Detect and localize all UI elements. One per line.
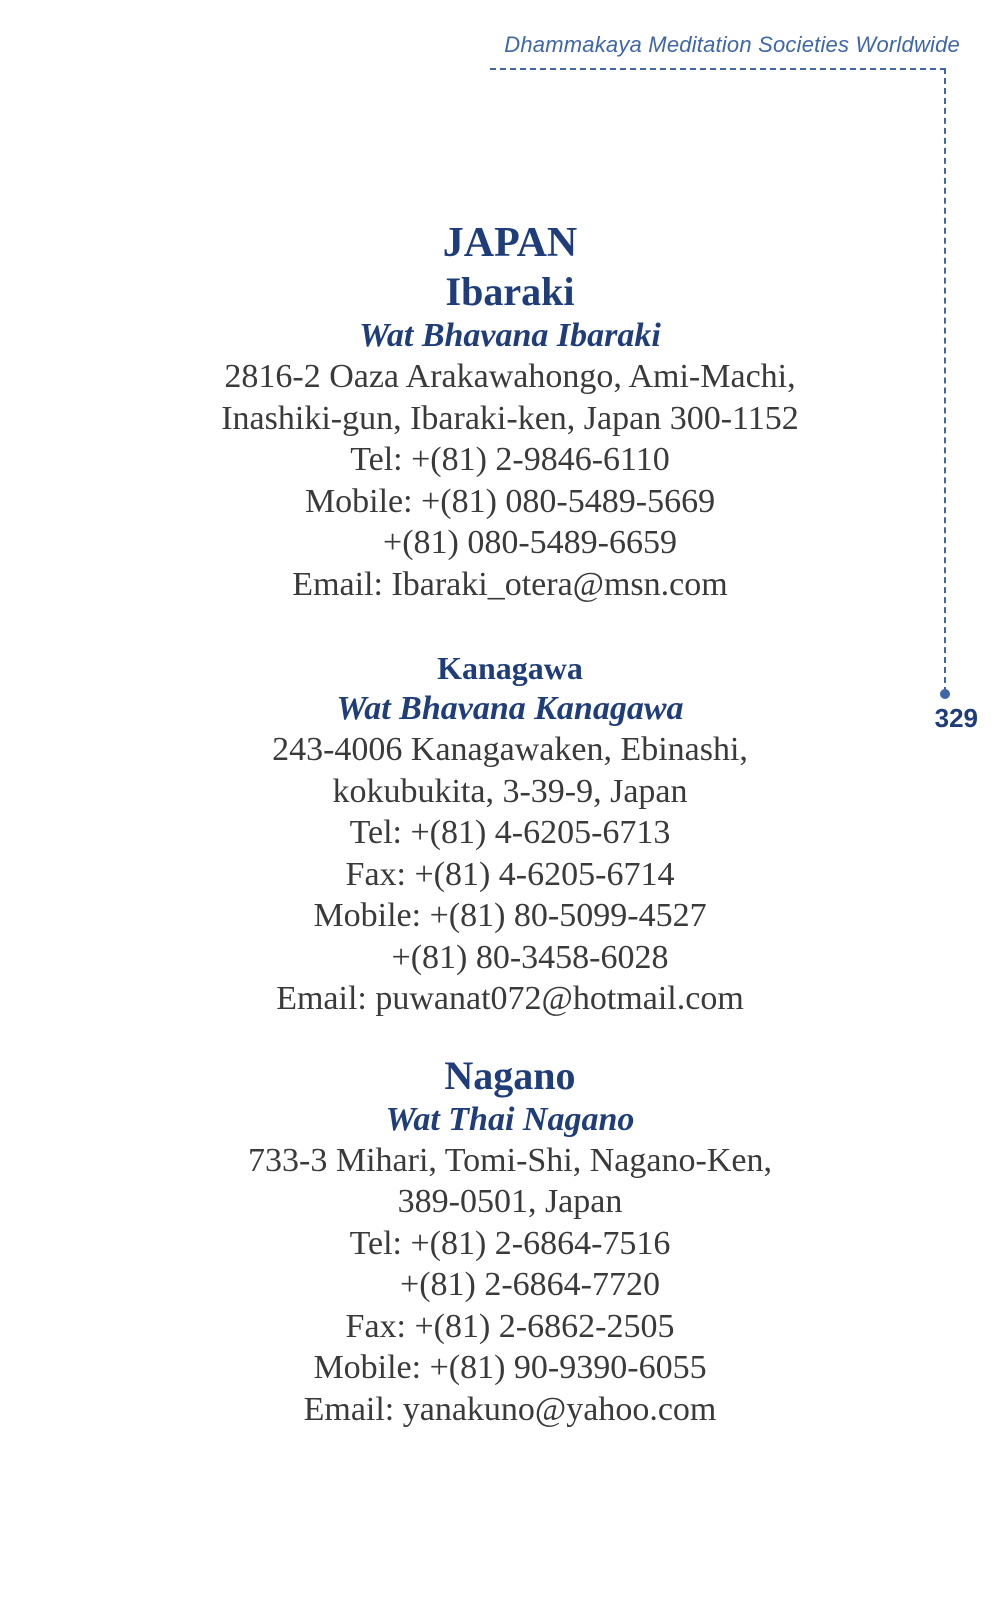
spacer	[0, 605, 1000, 647]
temple-name: Wat Thai Nagano	[385, 1100, 635, 1138]
header-dashed-rule	[490, 68, 946, 70]
mobile-line: Mobile: +(81) 080-5489-5669	[304, 482, 716, 520]
spacer	[0, 1020, 1000, 1052]
tel-line-2: +(81) 2-6864-7720	[400, 1266, 660, 1303]
entry-ibaraki	[0, 268, 1000, 605]
fax-line: Fax: +(81) 2-6862-2505	[345, 1307, 675, 1345]
address-line: 389-0501, Japan	[397, 1183, 623, 1220]
tel-line: Tel: +(81) 2-9846-6110	[350, 441, 670, 478]
email-line: Email: puwanat072@hotmail.com	[276, 980, 744, 1017]
region-heading: Kanagawa	[437, 650, 583, 686]
address-line: 243-4006 Kanagawaken, Ebinashi,	[272, 731, 748, 768]
temple-name: Wat Bhavana Kanagawa	[336, 690, 684, 727]
temple-name: Wat Bhavana Ibaraki	[359, 317, 661, 354]
tel-line: Tel: +(81) 2-6864-7516	[349, 1224, 671, 1262]
entry-kanagawa	[0, 647, 1000, 1020]
mobile-line-2: +(81) 080-5489-6659	[383, 524, 677, 561]
directory-listing	[0, 218, 1000, 1430]
region-heading: Ibaraki	[445, 269, 575, 314]
page-number: 329	[934, 703, 978, 733]
address-line: 733-3 Mihari, Tomi-Shi, Nagano-Ken,	[248, 1141, 772, 1179]
mobile-line: Mobile: +(81) 90-9390-6055	[313, 1349, 707, 1386]
address-line: kokubukita, 3-39-9, Japan	[332, 772, 688, 810]
address-line: 2816-2 Oaza Arakawahongo, Ami-Machi,	[224, 358, 796, 395]
email-line: Email: Ibaraki_otera@msn.com	[292, 565, 728, 603]
mobile-line: Mobile: +(81) 80-5099-4527	[313, 897, 707, 934]
fax-line: Fax: +(81) 4-6205-6714	[345, 855, 675, 893]
region-heading: Nagano	[444, 1052, 576, 1098]
country-heading: JAPAN	[442, 220, 578, 266]
mobile-line-2: +(81) 80-3458-6028	[391, 938, 669, 976]
entry-nagano	[0, 1052, 1000, 1431]
address-line: Inashiki-gun, Ibaraki-ken, Japan 300-1152	[221, 399, 799, 437]
email-line: Email: yanakuno@yahoo.com	[303, 1390, 717, 1428]
tel-line: Tel: +(81) 4-6205-6713	[349, 814, 671, 851]
running-header: Dhammakaya Meditation Societies Worldwide	[504, 32, 960, 57]
